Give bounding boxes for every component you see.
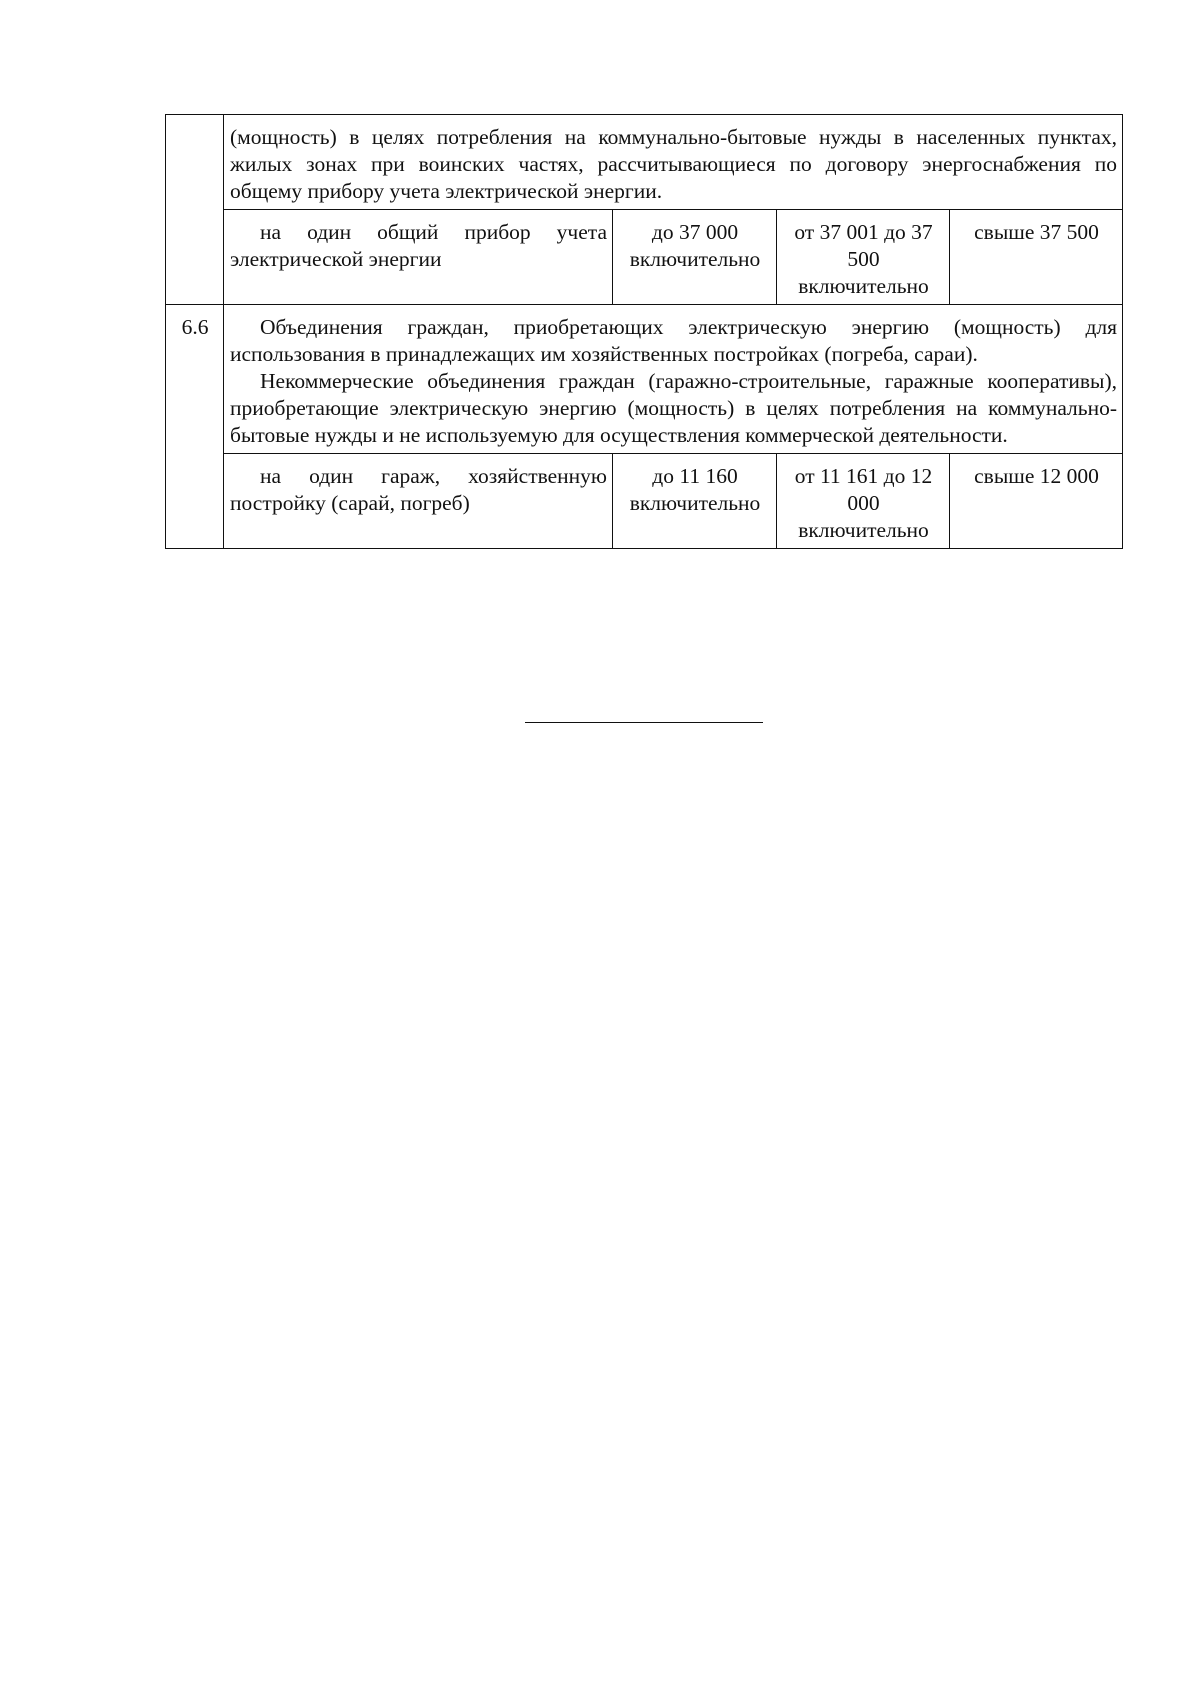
table-row <box>166 454 1123 549</box>
end-divider-line <box>525 722 763 723</box>
range-2-cell: от 11 161 до 12 000 включительно <box>777 454 950 549</box>
range-3-cell: свыше 37 500 <box>950 210 1123 305</box>
range-3-cell: свыше 12 000 <box>950 454 1123 549</box>
table-row <box>166 115 1123 210</box>
category-description <box>224 305 1123 454</box>
range-1-cell: до 11 160 включительно <box>613 454 777 549</box>
category-description <box>224 115 1123 210</box>
unit-cell: на один общий прибор учета электрической энергии <box>224 210 613 305</box>
range-1-cell: до 37 000 включительно <box>613 210 777 305</box>
table-row <box>166 210 1123 305</box>
description-paragraph: (мощность) в целях потребления на коммунально-бытовые нужды в населенных пунктах, жилых зонах при воинских частях, рассчитывающиеся по договору энергоснабжения по общему прибору учета электрической энергии. <box>230 125 1118 203</box>
row-number-cell <box>166 115 224 305</box>
row-number-cell: 6.6 <box>166 305 224 549</box>
unit-cell: на один гараж, хозяйственную постройку (сарай, погреб) <box>224 454 613 549</box>
description-paragraph: Некоммерческие объединения граждан (гаражно-строительные, гаражные кооперативы), приобретающие электрическую энергию (мощность) в целях потребления на коммунально-бытовые нужды и не используемую для осуществления коммерческой деятельности. <box>230 369 1118 447</box>
table-row <box>166 305 1123 454</box>
description-paragraph: Объединения граждан, приобретающих электрическую энергию (мощность) для использования в принадлежащих им хозяйственных постройках (погреба, сараи). <box>230 315 1118 366</box>
tariff-table <box>165 114 1123 549</box>
range-2-cell: от 37 001 до 37 500 включительно <box>777 210 950 305</box>
